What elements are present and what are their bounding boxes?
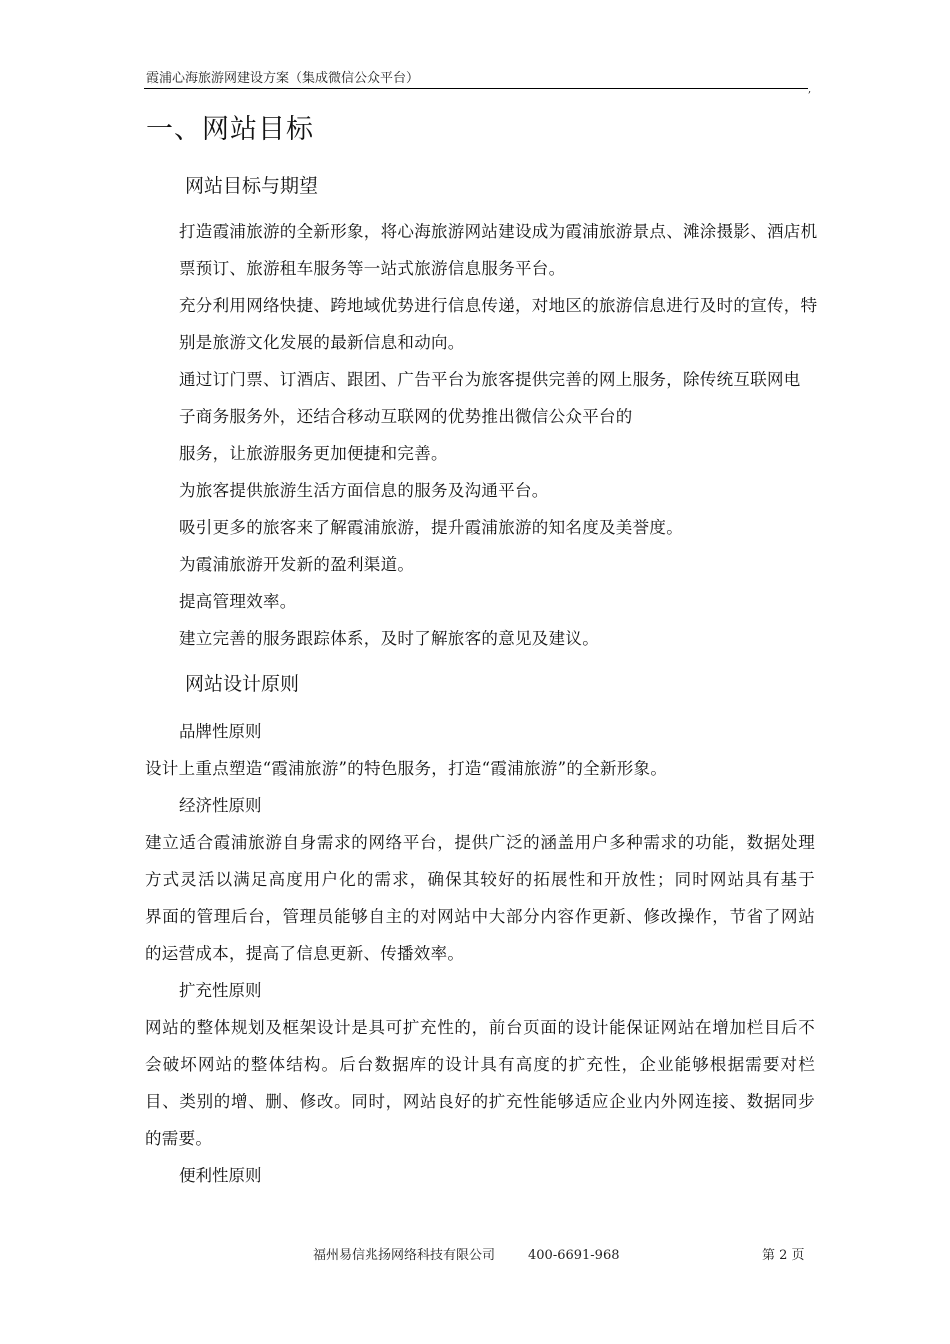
- goal-paragraph: 服务，让旅游服务更加便捷和完善。: [179, 444, 448, 463]
- header-rule: [144, 88, 808, 89]
- footer-company: 福州易信兆扬网络科技有限公司: [313, 1248, 496, 1263]
- section-title: 一、网站目标: [146, 114, 314, 145]
- goal-paragraph: 充分利用网络快捷、跨地域优势进行信息传递，对地区的旅游信息进行及时的宣传，特别是旅游文化发展的最新信息和动向。: [179, 296, 818, 352]
- footer-phone: 400-6691-968: [528, 1248, 620, 1263]
- principle-title-expand: 扩充性原则: [179, 981, 262, 1000]
- footer-page-number: 第 2 页: [762, 1248, 805, 1263]
- goal-paragraph: 吸引更多的旅客来了解霞浦旅游，提升霞浦旅游的知名度及美誉度。: [179, 518, 683, 537]
- principle-text-expand: 网站的整体规划及框架设计是具可扩充性的，前台页面的设计能保证网站在增加栏目后不会破坏网站的整体结构。后台数据库的设计具有高度的扩充性，企业能够根据需要对栏目、类别的增、删、修改。同时，网站良好的扩充性能够适应企业内外网连接、数据同步的需要。: [145, 1018, 815, 1148]
- principle-text-brand: 设计上重点塑造“霞浦旅游”的特色服务，打造“霞浦旅游”的全新形象。: [145, 759, 668, 778]
- principle-title-convenience: 便利性原则: [179, 1166, 262, 1185]
- goals-heading: 网站目标与期望: [185, 175, 319, 197]
- goal-paragraph: 通过订门票、订酒店、跟团、广告平台为旅客提供完善的网上服务，除传统互联网电子商务服务外，还结合移动互联网的优势推出微信公众平台的: [179, 370, 801, 426]
- principle-title-brand: 品牌性原则: [179, 722, 262, 741]
- running-header: 霞浦心海旅游网建设方案（集成微信公众平台）: [146, 71, 420, 86]
- principle-text-economy: 建立适合霞浦旅游自身需求的网络平台，提供广泛的涵盖用户多种需求的功能，数据处理方式灵活以满足高度用户化的需求，确保其较好的拓展性和开放性；同时网站具有基于 界面的管理后台，管理员能够自主的对网站中大部分内容作更新、修改操作，节省了网站的运营成本，提高了信息更新、传播效率。: [145, 833, 849, 963]
- principles-heading: 网站设计原则: [185, 673, 300, 695]
- goal-paragraph: 建立完善的服务跟踪体系，及时了解旅客的意见及建议。: [179, 629, 599, 648]
- goal-paragraph: 打造霞浦旅游的全新形象，将心海旅游网站建设成为霞浦旅游景点、滩涂摄影、酒店机票预订、旅游租车服务等一站式旅游信息服务平台。: [179, 222, 818, 278]
- goal-paragraph: 为霞浦旅游开发新的盈利渠道。: [179, 555, 415, 574]
- goal-paragraph: 提高管理效率。: [179, 592, 297, 611]
- goal-paragraph: 为旅客提供旅游生活方面信息的服务及沟通平台。: [179, 481, 549, 500]
- header-mark: ,: [808, 84, 812, 95]
- principle-title-economy: 经济性原则: [179, 796, 262, 815]
